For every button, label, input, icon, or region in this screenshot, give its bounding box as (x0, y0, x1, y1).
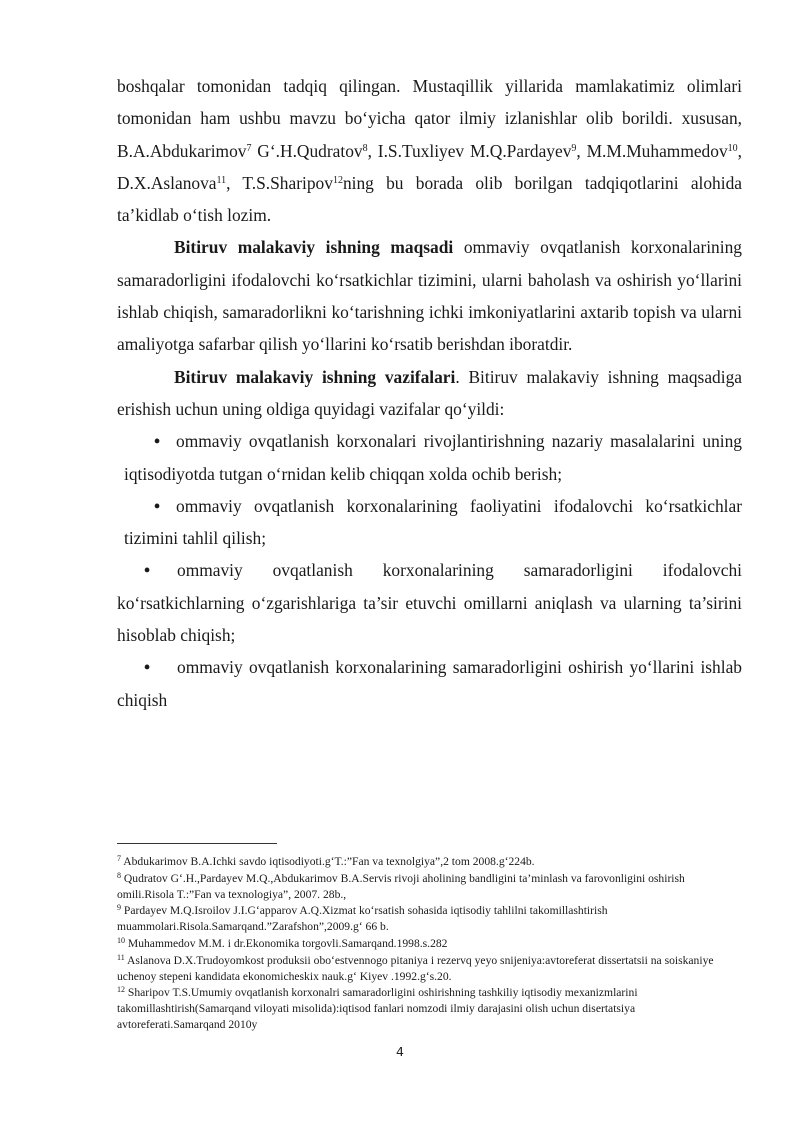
intro-text-2: G‘.H.Qudratov (251, 140, 363, 161)
bullet-text: ommaviy ovqatlanish korxonalarining faoliyatini ifodalovchi ko‘rsatkichlar tizimini tahlil qilish; (124, 495, 742, 549)
tasks-text: . Bitiruv malakaviy ishning maqsadiga erishish uchun uning oldiga quyidagi vazifalar qo‘yildi: (117, 366, 742, 419)
footnotes (117, 854, 742, 1034)
footnote-item (117, 985, 742, 1033)
footnote-ref-10[interactable]: 10 (727, 142, 738, 154)
footnote-text: Qudratov G‘.H.,Pardayev M.Q.,Abdukarimov B.A.Servis rivoji aholining bandligini ta’minlash va farovonligini oshirish omili.Risola T.:”Fan va texnologiya”, 2007. 28b., (117, 871, 685, 901)
intro-text-7: ning bu borada olib borilgan tadqiqotlarini alohida ta’kidlab o‘tish lozim. (117, 172, 743, 226)
bullet-icon: • (144, 560, 151, 581)
footnote-ref-11[interactable]: 11 (216, 174, 227, 186)
intro-paragraph (117, 70, 742, 231)
footnote-number: 7 (117, 854, 121, 863)
footnote-text: Abdukarimov B.A.Ichki savdo iqtisodiyoti.g‘T.:”Fan va texnolgiya”,2 tom 2008.g‘224b. (121, 855, 535, 868)
page-number: 4 (396, 1044, 404, 1059)
footnote-text: Muhammedov M.M. i dr.Ekonomika torgovli.Samarqand.1998.s.282 (125, 936, 448, 950)
footnote-ref-7[interactable]: 7 (246, 142, 252, 154)
bullet-text: ommaviy ovqatlanish korxonalarining samaradorligini oshirish yo‘llarini ishlab chiqish (117, 657, 742, 710)
footnote-item (117, 903, 742, 935)
footnote-text: Sharipov T.S.Umumiy ovqatlanish korxonalri samaradorligini oshirishning tashkiliy iqtisodiy mexanizmlarini takomillashtirish(Samarqand viloyati misolida):iqtisod fanlari nomzodi ilmiy darajasini olish uchun disertatsiya avtoreferati.Samarqand 2010y (117, 986, 638, 1032)
bullet-text: ommaviy ovqatlanish korxonalarining samaradorligini ifodalovchi ko‘rsatkichlarning o‘zgarishlariga ta’sir etuvchi omillarni aniqlash va ularning ta’sirini hisoblab chiqish; (117, 560, 742, 646)
footnote-item (117, 871, 742, 903)
footnote-text: Aslanova D.X.Trudoyomkost produksii obo‘estvennogo pitaniya i rezervq yeyo snijeniya:avtoreferat dissertatsii na soiskaniye uchenoy stepeni kandidata ekonomicheskix nauk.g‘ Kiyev .1992.g‘s.20. (117, 953, 714, 983)
footnote-number: 9 (117, 903, 121, 913)
footnote-number: 10 (117, 935, 125, 945)
bullet-icon: • (154, 431, 161, 452)
footnote-separator (117, 843, 277, 844)
footnote-item (117, 936, 742, 952)
footnote-number: 8 (117, 870, 121, 880)
footnote-item (117, 953, 742, 985)
intro-text-4: , M.M.Muhammedov (576, 140, 728, 161)
bullet-item (117, 554, 742, 651)
footnote-number: 12 (117, 985, 125, 995)
intro-text-1: boshqalar tomonidan tadqiq qilingan. Mustaqillik yillarida mamlakatimiz olimlari tomonidan ham ushbu mavzu bo‘yicha qator ilmiy izlanishlar olib borildi. xususan, B.A.Abdukarimov (117, 76, 742, 161)
goal-text: ommaviy ovqatlanish korxonalarining samaradorligini ifodalovchi ko‘rsatkichlar tizimini, ularni baholash va oshirish yo‘llarini ishlab chiqish, samaradorlikni ko‘tarishning ichki imkoniyatlarini axtarib topish va ularni amaliyotga safarbar qilish yo‘llarini ko‘rsatib berishdan iboratdir. (117, 237, 742, 355)
body-text (117, 70, 742, 716)
intro-text-3: , I.S.Tuxliyev M.Q.Pardayev (367, 140, 572, 161)
footnote-ref-12[interactable]: 12 (332, 174, 343, 186)
bullet-icon: • (144, 657, 151, 678)
intro-text-5: , D.X.Aslanova (117, 140, 743, 193)
bullet-item (117, 651, 742, 716)
goal-paragraph (117, 231, 742, 360)
intro-text-6: , T.S.Sharipov (226, 172, 333, 193)
footnote-ref-9[interactable]: 9 (571, 142, 577, 154)
bullet-text: ommaviy ovqatlanish korxonalari rivojlantirishning nazariy masalalarini uning iqtisodiyotda tutgan o‘rnidan kelib chiqqan xolda ochib berish; (124, 431, 742, 484)
footnote-text: Pardayev M.Q.Isroilov J.I.G‘apparov A.Q.Xizmat ko‘rsatish sohasida iqtisodiy tahlilni takomillashtirish muammolari.Risola.Samarqand.”Zarafshon”,2009.g‘ 66 b. (117, 904, 608, 934)
tasks-paragraph (117, 361, 742, 426)
footnote-ref-8[interactable]: 8 (362, 142, 368, 154)
goal-heading: Bitiruv malakaviy ishning maqsadi (174, 237, 454, 258)
bullet-item (117, 425, 742, 490)
footnote-item (117, 854, 742, 870)
footnote-number: 11 (117, 952, 125, 962)
tasks-heading: Bitiruv malakaviy ishning vazifalari (174, 366, 456, 387)
bullet-icon: • (154, 495, 161, 516)
bullet-item (117, 490, 742, 555)
